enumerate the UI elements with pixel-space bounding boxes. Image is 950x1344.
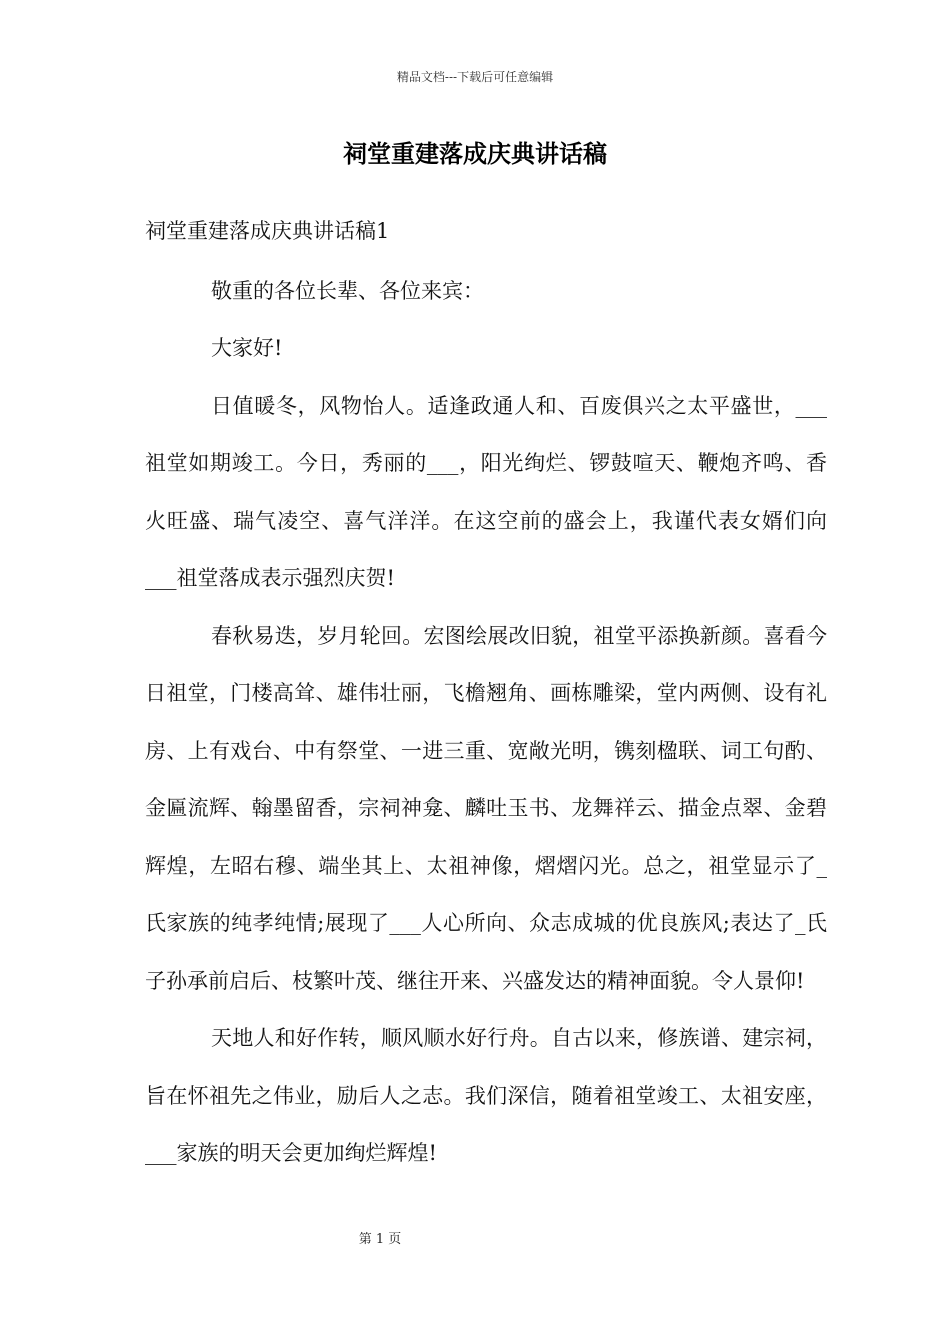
section-heading: 祠堂重建落成庆典讲话稿1	[145, 219, 390, 243]
paragraph-greeting: 大家好!	[211, 336, 283, 360]
paragraph-body-2: 春秋易迭，岁月轮回。宏图绘展改旧貌，祖堂平添换新颜。喜看今日祖堂，门楼高耸、雄伟壮丽，飞檐翘角、画栋雕梁，堂内两侧、设有礼房、上有戏台、中有祭堂、一进三重、宽敞光明，镌刻楹联、词工句酌、金匾流辉、翰墨留香，宗祠神龛、麟吐玉书、龙舞祥云、描金点翠、金碧辉煌，左昭右穆、端坐其上、太祖神像，熠熠闪光。总之，祖堂显示了_氏家族的纯孝纯情;展现了___人心所向、众志成城的优良族风;表达了_氏子孙承前启后、枝繁叶茂、继往开来、兴盛发达的精神面貌。令人景仰!	[145, 623, 827, 993]
page-number: 第 1 页	[358, 1232, 402, 1247]
paragraph-salutation: 敬重的各位长辈、各位来宾：	[211, 278, 484, 303]
page-header: 精品文档---下载后可任意编辑	[396, 70, 554, 84]
document-title: 祠堂重建落成庆典讲话稿	[343, 139, 607, 168]
document-body	[145, 203, 827, 1183]
paragraph-body-3: 天地人和好作转，顺风顺水好行舟。自古以来，修族谱、建宗祠，旨在怀祖先之伟业，励后人之志。我们深信，随着祖堂竣工、太祖安座，___家族的明天会更加绚烂辉煌!	[145, 1026, 827, 1165]
paragraph-body-1: 日值暖冬，风物怡人。适逢政通人和、百废俱兴之太平盛世，___祖堂如期竣工。今日，秀丽的___，阳光绚烂、锣鼓喧天、鞭炮齐鸣、香火旺盛、瑞气凌空、喜气洋洋。在这空前的盛会上，我谨代表女婿们向___祖堂落成表示强烈庆贺!	[145, 393, 827, 590]
